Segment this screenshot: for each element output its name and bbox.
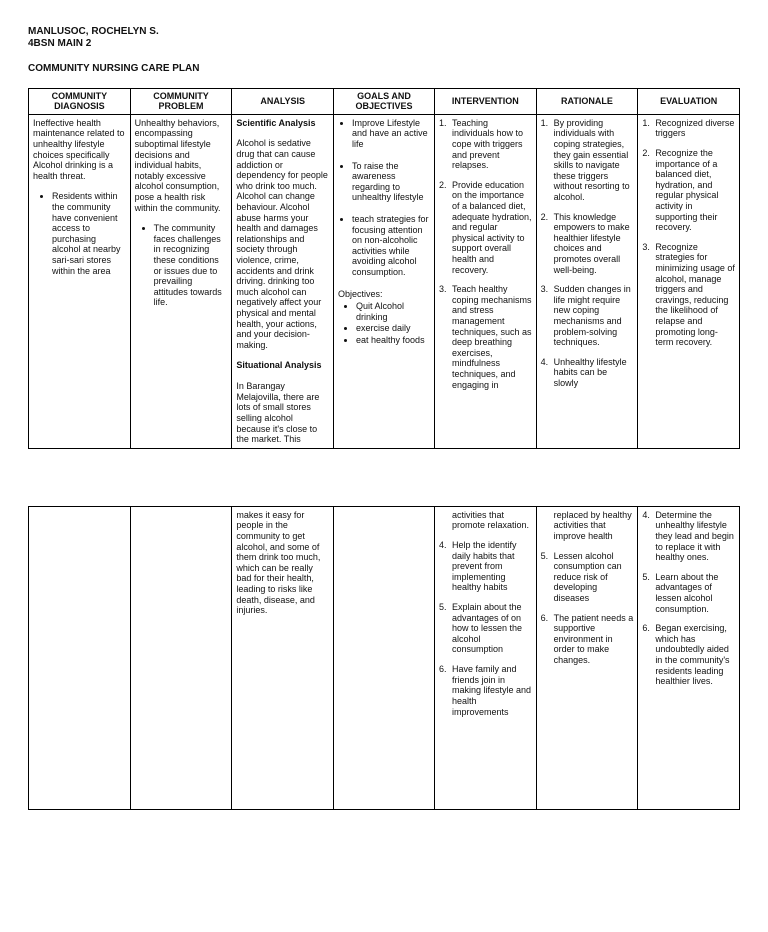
- col-header-analysis: ANALYSIS: [232, 89, 334, 115]
- col-header-goals-objectives: GOALS AND OBJECTIVES: [334, 89, 435, 115]
- item-text: This knowledge empowers to make healthier lifestyle choices and promotes overall well-being.: [553, 211, 630, 275]
- care-plan-table-page1: [28, 88, 740, 449]
- cell-analysis: [232, 114, 334, 448]
- item-text: Determine the unhealthy lifestyle they lead and begin to replace it with healthy ones.: [655, 509, 734, 563]
- numbered-item: [642, 148, 735, 233]
- cell-analysis-continued: [232, 506, 334, 809]
- cell-problem: [130, 114, 232, 448]
- document-title: COMMUNITY NURSING CARE PLAN: [28, 63, 200, 74]
- numbered-item-continuation: [439, 510, 532, 531]
- goal-item: • teach strategies for focusing attention on non-alcoholic activities while avoiding alcohol consumption.: [352, 214, 430, 278]
- item-text: Began exercising, which has undoubtedly aided in the community's residents leading healthier lives.: [655, 623, 730, 687]
- item-text: Recognized diverse triggers: [655, 117, 735, 139]
- cell-evaluation-continued: [638, 506, 740, 809]
- item-number: 1.: [642, 117, 650, 128]
- numbered-item: [439, 602, 532, 655]
- item-number: 6.: [540, 612, 549, 623]
- cell-intervention: [434, 114, 536, 448]
- bullet-item: • Residents within the community have convenient access to purchasing alcohol at nearby sari-sari stores within the area: [52, 191, 126, 276]
- item-number: 5.: [642, 571, 650, 582]
- item-number: 3.: [642, 241, 650, 252]
- numbered-item: [541, 284, 634, 348]
- objective-item: • Quit Alcohol drinking: [356, 301, 430, 322]
- cell-rationale: [536, 114, 638, 448]
- item-text: Learn about the advantages of lessen alcohol consumption.: [655, 571, 719, 614]
- item-text: activities that promote relaxation.: [451, 509, 530, 531]
- item-text: Have family and friends join in making lifestyle and health improvements: [451, 664, 532, 717]
- item-text: Unhealthy lifestyle habits can be slowly: [553, 356, 627, 389]
- bullet-item: • The community faces challenges in recognizing these conditions or issues due to prevailing attitudes towards life.: [154, 223, 228, 308]
- diagnosis-bullet-list: [39, 191, 126, 276]
- numbered-item-continuation: [541, 510, 634, 542]
- item-text: Teach healthy coping mechanisms and stress management techniques, such as deep breathing exercises, mindfulness techniques, and engaging in: [451, 284, 532, 390]
- item-text: Provide education on the importance of a balanced diet, adequate hydration, and regular physical activity to support overall health and recovery.: [451, 179, 532, 275]
- table-header-row: [29, 89, 740, 115]
- goals-bullet-list: [340, 118, 430, 278]
- item-number: 4.: [642, 509, 650, 520]
- item-number: 6.: [642, 623, 650, 634]
- item-number: 5.: [438, 602, 447, 613]
- cell-diagnosis: [29, 114, 131, 448]
- cell-problem-empty: [130, 506, 232, 809]
- goal-item: • To raise the awareness regarding to unhealthy lifestyle: [352, 161, 430, 203]
- col-header-intervention: INTERVENTION: [434, 89, 536, 115]
- item-text: Recognize strategies for minimizing usage of alcohol, manage triggers and cravings, reducing the likelihood of relapse and promoting long-term recovery.: [655, 241, 735, 348]
- document-header: [28, 26, 740, 75]
- student-section: 4BSN MAIN 2: [28, 38, 92, 49]
- col-header-community-problem: COMMUNITY PROBLEM: [130, 89, 232, 115]
- item-number: 1.: [540, 117, 549, 128]
- analysis-paragraph-situational: In Barangay Melajovilla, there are lots of small stores selling alcohol because it's close to the market. This: [236, 381, 320, 445]
- analysis-paragraph-scientific: Alcohol is sedative drug that can cause addiction or dependency for people who drink too much. Alcohol can change behaviour. Alcohol abuse harms your health and damages relationships and society through violence, crime, accidents and drink driving. drinking too much alcohol can negatively affect your physical and mental health, your actions, and your decision-making.: [236, 138, 328, 350]
- item-text: Teaching individuals how to cope with triggers and prevent relapses.: [451, 117, 524, 171]
- item-number: [439, 510, 452, 531]
- numbered-item: [541, 551, 634, 604]
- item-number: [541, 510, 554, 542]
- col-header-rationale: RATIONALE: [536, 89, 638, 115]
- col-header-community-diagnosis: COMMUNITY DIAGNOSIS: [29, 89, 131, 115]
- cell-intervention-continued: [434, 506, 536, 809]
- item-number: 5.: [540, 550, 549, 561]
- numbered-item: [439, 180, 532, 275]
- item-text: Explain about the advantages of on how to lessen the alcohol consumption: [451, 602, 523, 655]
- numbered-item: [642, 572, 735, 614]
- student-name: MANLUSOC, ROCHELYN S.: [28, 26, 159, 37]
- item-text: replaced by healthy activities that improve health: [553, 509, 632, 541]
- cell-diagnosis-empty: [29, 506, 131, 809]
- numbered-item: [541, 118, 634, 203]
- cell-goals-empty: [334, 506, 435, 809]
- item-number: 4.: [438, 539, 447, 550]
- item-number: 2.: [438, 179, 447, 190]
- item-text: The patient needs a supportive environment in order to make changes.: [553, 612, 634, 666]
- item-number: 6.: [438, 664, 447, 675]
- numbered-item: [541, 613, 634, 666]
- cell-rationale-continued: [536, 506, 638, 809]
- problem-paragraph: Unhealthy behaviors, encompassing suboptimal lifestyle decisions and individual habits, notably excessive alcohol consumption, pose a health risk within the community.: [134, 117, 221, 213]
- numbered-item: [439, 540, 532, 593]
- numbered-item: [642, 118, 735, 139]
- cell-evaluation: [638, 114, 740, 448]
- item-number: 3.: [438, 284, 447, 295]
- objective-item: • exercise daily: [356, 323, 430, 334]
- col-header-evaluation: EVALUATION: [638, 89, 740, 115]
- item-text: Lessen alcohol consumption can reduce risk of developing diseases: [553, 550, 622, 604]
- numbered-item: [439, 664, 532, 717]
- diagnosis-paragraph: Ineffective health maintenance related to unhealthy lifestyle choices specifically Alcohol drinking is a health threat.: [33, 117, 125, 181]
- item-number: 4.: [540, 356, 549, 367]
- objective-item: • eat healthy foods: [356, 335, 430, 346]
- goal-item: • Improve Lifestyle and have an active life: [352, 118, 430, 150]
- analysis-heading-scientific: Scientific Analysis: [236, 117, 316, 128]
- problem-bullet-list: [141, 223, 228, 308]
- analysis-heading-situational: Situational Analysis: [236, 360, 322, 371]
- item-text: Help the identify daily habits that prevent from implementing healthy habits: [451, 539, 517, 593]
- table-body-row-page2: [29, 506, 740, 809]
- numbered-item: [642, 623, 735, 687]
- numbered-item: [541, 212, 634, 276]
- item-text: By providing individuals with coping strategies, they gain essential skills to navigate these triggers without resorting to alcohol.: [553, 117, 630, 202]
- analysis-continuation: makes it easy for people in the community to get alcohol, and some of them drink too much, which can be really bad for their health, leading to risks like death, disease, and injuries.: [236, 509, 321, 616]
- table-body-row-page1: [29, 114, 740, 448]
- care-plan-table-page2: [28, 506, 740, 810]
- objectives-label: Objectives:: [338, 288, 383, 299]
- item-number: 1.: [438, 117, 447, 128]
- objectives-bullet-list: [344, 301, 430, 345]
- item-text: Recognize the importance of a balanced diet, hydration, and regular physical activity in supporting their recovery.: [655, 147, 719, 233]
- item-number: 3.: [540, 284, 549, 295]
- item-number: 2.: [642, 147, 650, 158]
- numbered-item: [642, 510, 735, 563]
- item-number: 2.: [540, 211, 549, 222]
- numbered-item: [642, 242, 735, 348]
- item-text: Sudden changes in life might require new coping mechanisms and problem-solving techniques.: [553, 284, 631, 348]
- numbered-item: [541, 357, 634, 389]
- numbered-item: [439, 118, 532, 171]
- cell-goals: [334, 114, 435, 448]
- numbered-item: [439, 284, 532, 390]
